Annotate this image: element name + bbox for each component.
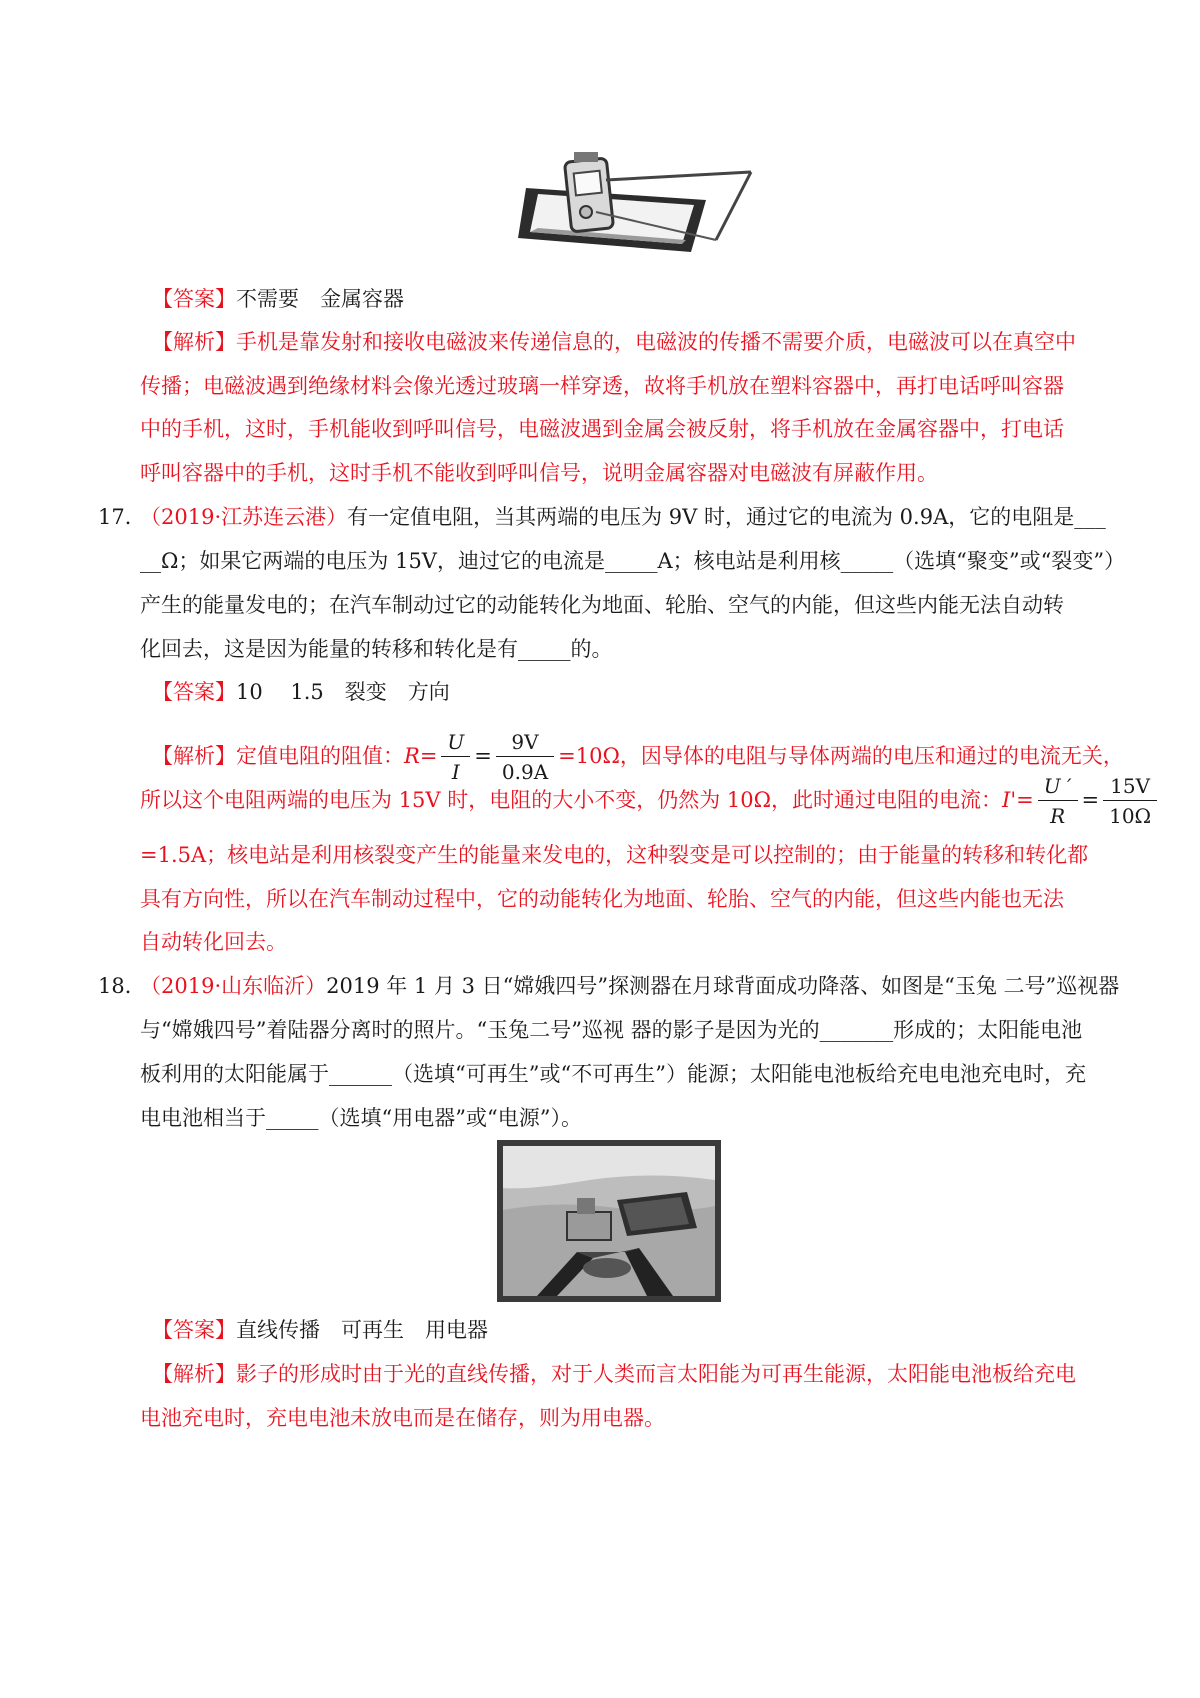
fraction-9v-over-09a: $\frac{9V}{0.9A}$: [496, 728, 554, 787]
answer-line: [152, 284, 404, 314]
phone-container-figure: [516, 150, 756, 260]
answer-line: [152, 677, 450, 707]
analysis-line: 所以这个电阻两端的电压为 15V 时，电阻的大小不变，仍然为 10Ω，此时通过电阻的电流：I'= $\frac{U '}{R}$ = $\frac{15V}{10\Omega}$: [140, 770, 1161, 831]
question-line: __Ω；如果它两端的电压为 15V，迪过它的电流是_____A；核电站是利用核_____（选填“聚变”或“裂变”）: [140, 549, 1126, 573]
question-source: （2019·山东临沂）: [140, 974, 327, 998]
answer-line: [152, 1315, 488, 1345]
fraction-u-prime-over-r: $\frac{U '}{R}$: [1038, 772, 1078, 831]
analysis-line: 【解析】手机是靠发射和接收电磁波来传递信息的，电磁波的传播不需要介质，电磁波可以在真空中: [152, 330, 1076, 354]
analysis-line: 具有方向性，所以在汽车制动过程中，它的动能转化为地面、轮胎、空气的内能，但这些内能也无法: [140, 887, 1064, 911]
analysis-line: 【解析】定值电阻的阻值：R= $\frac{U}{I}$ = $\frac{9V}{0.9A}$ =10Ω，因导体的电阻与导体两端的电压和通过的电流无关，: [152, 726, 1124, 787]
fraction-15v-over-10ohm: $\frac{15V}{10\Omega}$: [1103, 772, 1157, 831]
analysis-line: 中的手机，这时，手机能收到呼叫信号，电磁波遇到金属会被反射，将手机放在金属容器中，打电话: [140, 417, 1064, 441]
question-line: 产生的能量发电的；在汽车制动过它的动能转化为地面、轮胎、空气的内能，但这些内能无法自动转: [140, 593, 1064, 617]
answer-text: 直线传播 可再生 用电器: [236, 1318, 488, 1342]
question-number: 18．: [98, 974, 146, 998]
answer-tag: 【答案】: [152, 680, 236, 704]
answer-tag: 【答案】: [152, 287, 236, 311]
analysis-tag: 【解析】: [152, 744, 236, 768]
analysis-tag: 【解析】: [152, 1362, 236, 1386]
analysis-tag: 【解析】: [152, 330, 236, 354]
analysis-line: 自动转化回去。: [140, 930, 287, 954]
question-number: 17．: [98, 505, 146, 529]
question-line: 化回去，这是因为能量的转移和转化是有_____的。: [140, 637, 613, 661]
fraction-u-over-i: $\frac{U}{I}$: [441, 728, 470, 787]
question-line: （2019·山东临沂）2019 年 1 月 3 日“嫦娥四号”探测器在月球背面成功降落、如图是“玉兔 二号”巡视器: [140, 974, 1120, 998]
analysis-line: 【解析】影子的形成时由于光的直线传播，对于人类而言太阳能为可再生能源，太阳能电池板给充电: [152, 1362, 1076, 1386]
question-source: （2019·江苏连云港）: [140, 505, 348, 529]
question-line: 板利用的太阳能属于______（选填“可再生”或“不可再生”）能源；太阳能电池板给充电电池充电时，充: [140, 1062, 1086, 1086]
analysis-line: 呼叫容器中的手机，这时手机不能收到呼叫信号，说明金属容器对电磁波有屏蔽作用。: [140, 461, 938, 485]
analysis-line: =1.5A；核电站是利用核裂变产生的能量来发电的，这种裂变是可以控制的；由于能量的转移和转化都: [140, 843, 1089, 867]
question-line: 电电池相当于_____（选填“用电器”或“电源”）。: [140, 1106, 582, 1130]
analysis-line: 传播；电磁波遇到绝缘材料会像光透过玻璃一样穿透，故将手机放在塑料容器中，再打电话呼叫容器: [140, 374, 1064, 398]
answer-tag: 【答案】: [152, 1318, 236, 1342]
question-line: 与“嫦娥四号”着陆器分离时的照片。“玉兔二号”巡视 器的影子是因为光的_______形成的；太阳能电池: [140, 1018, 1083, 1042]
answer-text: 不需要 金属容器: [236, 287, 404, 311]
analysis-line: 电池充电时，充电电池未放电而是在储存，则为用电器。: [140, 1406, 665, 1430]
answer-text: 10 1.5 裂变 方向: [236, 680, 450, 704]
question-line: （2019·江苏连云港）有一定值电阻，当其两端的电压为 9V 时，通过它的电流为 0.9A，它的电阻是___: [140, 505, 1106, 529]
rover-photo-figure: [497, 1140, 721, 1302]
